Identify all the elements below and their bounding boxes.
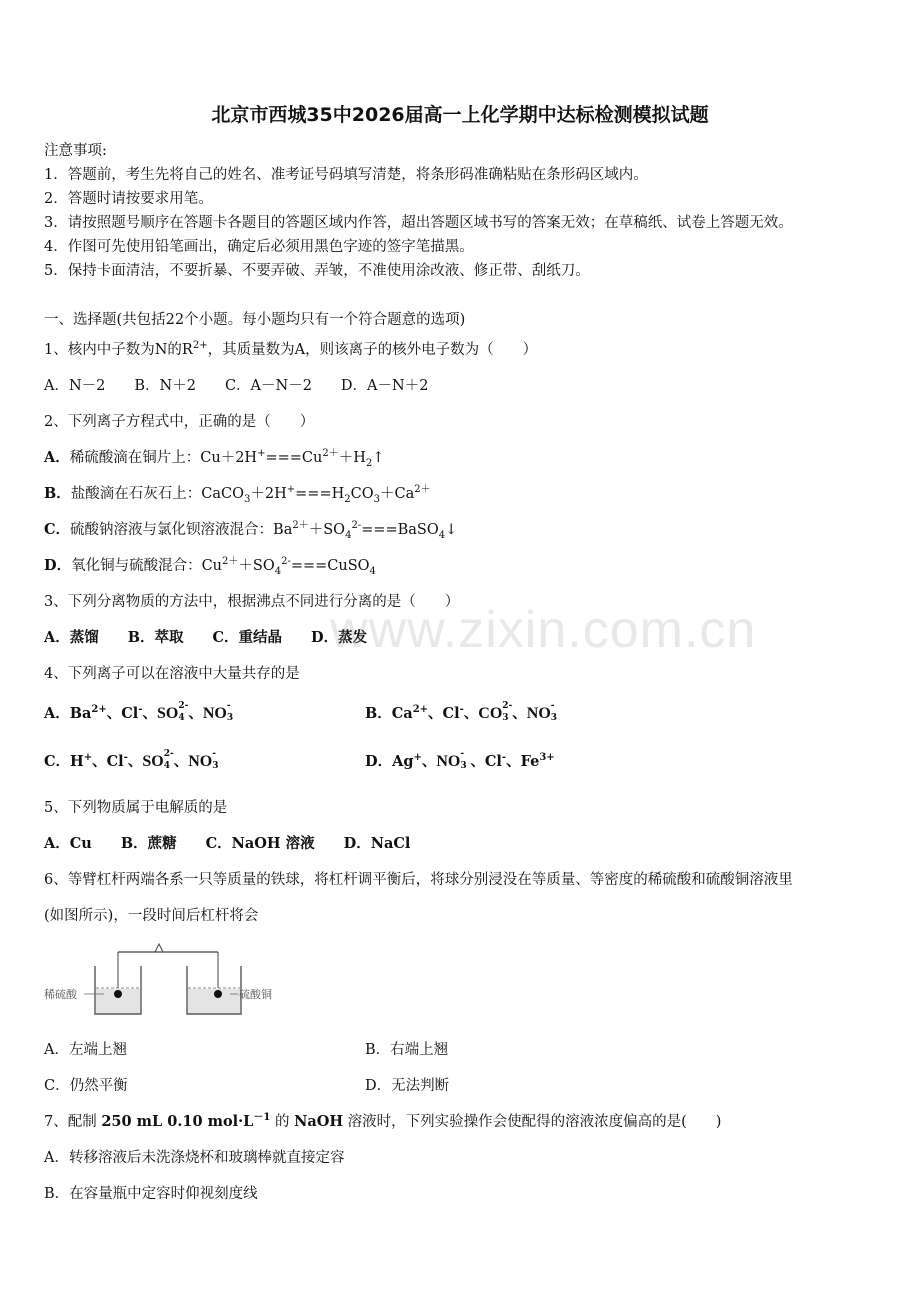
question-6-stem-line2: (如图所示)，一段时间后杠杆将会 bbox=[44, 908, 259, 924]
right-iron-ball bbox=[214, 990, 222, 998]
question-2-option-b: B．盐酸滴在石灰石上：$CaCO_3+2H^+===H_2CO_3+Ca^{2+}$ bbox=[44, 484, 431, 505]
question-6-option-b: B．右端上翘 bbox=[365, 1042, 449, 1058]
question-6-option-c: C．仍然平衡 bbox=[44, 1078, 128, 1094]
fig-label-right: 硫酸铜 bbox=[239, 988, 272, 1001]
question-4-stem: 4、下列离子可以在溶液中大量共存的是 bbox=[44, 666, 300, 682]
lever-figure bbox=[40, 938, 290, 1028]
section-heading: 一、选择题(共包括22个小题。每小题均只有一个符合题意的选项) bbox=[44, 312, 466, 328]
question-5-stem: 5、下列物质属于电解质的是 bbox=[44, 800, 228, 816]
left-iron-ball bbox=[114, 990, 122, 998]
question-6-option-d: D．无法判断 bbox=[365, 1078, 450, 1094]
question-2-option-d: D．氧化铜与硫酸混合：$Cu^{2+}+SO_4^{2-}===CuSO_4$ bbox=[44, 556, 376, 577]
notice-item-5: 5．保持卡面清洁，不要折暴、不要弄破、弄皱，不准使用涂改液、修正带、刮纸刀。 bbox=[44, 263, 590, 279]
notice-item-1: 1．答题前，考生先将自己的姓名、准考证号码填写清楚，将条形码准确粘贴在条形码区域内。 bbox=[44, 167, 648, 183]
question-2-option-a: A．稀硫酸滴在铜片上：$Cu+2H^+===Cu^{2+}+H_2↑$ bbox=[44, 448, 385, 469]
question-7-option-a: A．转移溶液后未洗涤烧杯和玻璃棒就直接定容 bbox=[44, 1150, 345, 1166]
page-title: 北京市西城35中2026届高一上化学期中达标检测模拟试题 bbox=[211, 104, 709, 126]
watermark: www.zixin.com.cn bbox=[330, 601, 757, 659]
notice-item-3: 3．请按照题号顺序在答题卡各题目的答题区域内作答，超出答题区域书写的答案无效；在草稿纸、试卷上答题无效。 bbox=[44, 215, 793, 231]
lever-diagram bbox=[40, 938, 290, 1028]
notice-item-2: 2．答题时请按要求用笔。 bbox=[44, 191, 213, 207]
question-7-option-b: B．在容量瓶中定容时仰视刻度线 bbox=[44, 1186, 258, 1202]
question-4-option-c: C．H+、Cl-、SO 2- 4 、NO - 3 bbox=[44, 749, 219, 771]
question-6-stem-line1: 6、等臂杠杆两端各系一只等质量的铁球，将杠杆调平衡后，将球分别浸没在等质量、等密度的稀硫酸和硫酸铜溶液里 bbox=[44, 872, 793, 888]
question-6-option-a: A．左端上翘 bbox=[44, 1042, 127, 1058]
question-1-options: A．N－2 B．N＋2 C．A－N－2 D．A－N＋2 bbox=[44, 378, 429, 394]
question-2-option-c: C．硫酸钠溶液与氯化钡溶液混合：$Ba^{2+}+SO_4^{2-}===BaSO_4↓$ bbox=[44, 520, 458, 541]
question-7-stem: 7、配制 250 mL 0.10 $mol\cdot L^{-1}$ 的 NaOH 溶液时，下列实验操作会使配得的溶液浓度偏高的是( ) bbox=[44, 1112, 722, 1130]
fulcrum-icon bbox=[155, 944, 163, 952]
question-4-option-b: B．$Ca^{2+}$、Cl-、CO 2- 3 、NO - 3 bbox=[365, 701, 558, 723]
question-5-options: A．Cu B．蔗糖 C．NaOH 溶液 D．NaCl bbox=[44, 835, 411, 852]
fig-label-left: 稀硫酸 bbox=[44, 988, 77, 1001]
notice-heading: 注意事项: bbox=[44, 143, 107, 159]
notice-item-4: 4．作图可先使用铅笔画出，确定后必须用黑色字迹的签字笔描黑。 bbox=[44, 239, 474, 255]
question-2-stem: 2、下列离子方程式中，正确的是（ ） bbox=[44, 414, 315, 430]
right-liquid bbox=[188, 989, 240, 1013]
question-4-option-d: D．Ag+、NO - 3 、Cl-、$Fe^{3+}$ bbox=[365, 749, 555, 771]
question-3-stem: 3、下列分离物质的方法中，根据沸点不同进行分离的是（ ） bbox=[44, 594, 460, 610]
question-4-option-a: A．$Ba^{2+}$、Cl-、SO 2- 4 、NO - 3 bbox=[44, 701, 234, 723]
question-1-stem: 1、核内中子数为N的$R^{2+}$，其质量数为A，则该离子的核外电子数为（ ） bbox=[44, 340, 538, 358]
question-3-options: A．蒸馏 B．萃取 C．重结晶 D．蒸发 bbox=[44, 629, 368, 646]
